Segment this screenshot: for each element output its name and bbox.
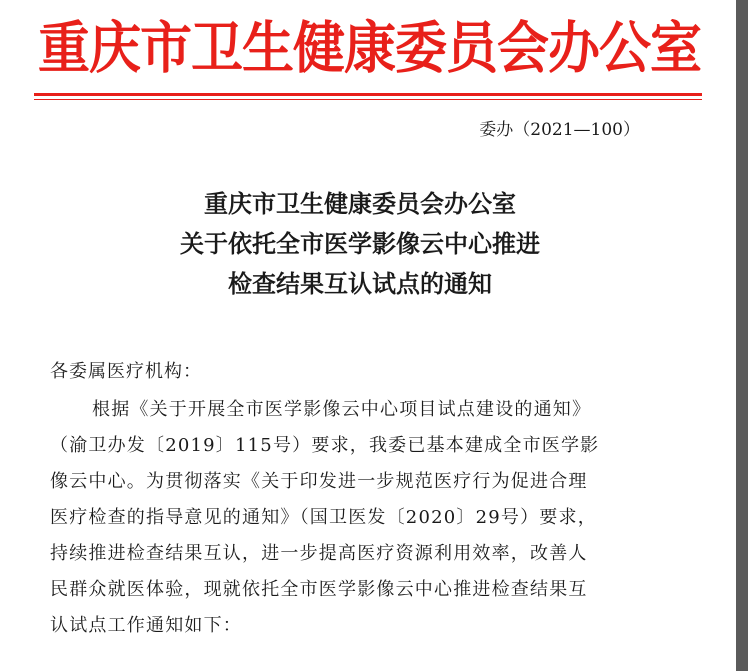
header-rule-thick bbox=[34, 93, 702, 96]
salutation: 各委属医疗机构： bbox=[50, 361, 202, 382]
body-line: 像云中心。为贯彻落实《关于印发进一步规范医疗行为促进合理 bbox=[50, 471, 588, 492]
body-line: 医疗检查的指导意见的通知》（国卫医发〔2020〕29号）要求， bbox=[50, 507, 597, 528]
agency-header: 重庆市卫生健康委员会办公室 bbox=[38, 16, 702, 82]
title-line-3: 检查结果互认试点的通知 bbox=[228, 270, 492, 298]
body-line: （渝卫办发〔2019〕115号）要求，我委已基本建成全市医学影 bbox=[50, 435, 600, 456]
viewer-scroll-edge[interactable] bbox=[736, 0, 748, 671]
body-line: 持续推进检查结果互认，进一步提高医疗资源利用效率，改善人 bbox=[50, 543, 588, 564]
title-line-2: 关于依托全市医学影像云中心推进 bbox=[180, 230, 540, 258]
document-title bbox=[60, 184, 660, 304]
document-number: 委办（2021—100） bbox=[479, 120, 640, 140]
body-line: 民群众就医体验，现就依托全市医学影像云中心推进检查结果互 bbox=[50, 579, 588, 600]
header-rule-thin bbox=[34, 99, 702, 100]
body-line: 认试点工作通知如下： bbox=[50, 615, 242, 636]
body-line: 根据《关于开展全市医学影像云中心项目试点建设的通知》 bbox=[92, 399, 592, 420]
title-line-1: 重庆市卫生健康委员会办公室 bbox=[204, 190, 516, 218]
